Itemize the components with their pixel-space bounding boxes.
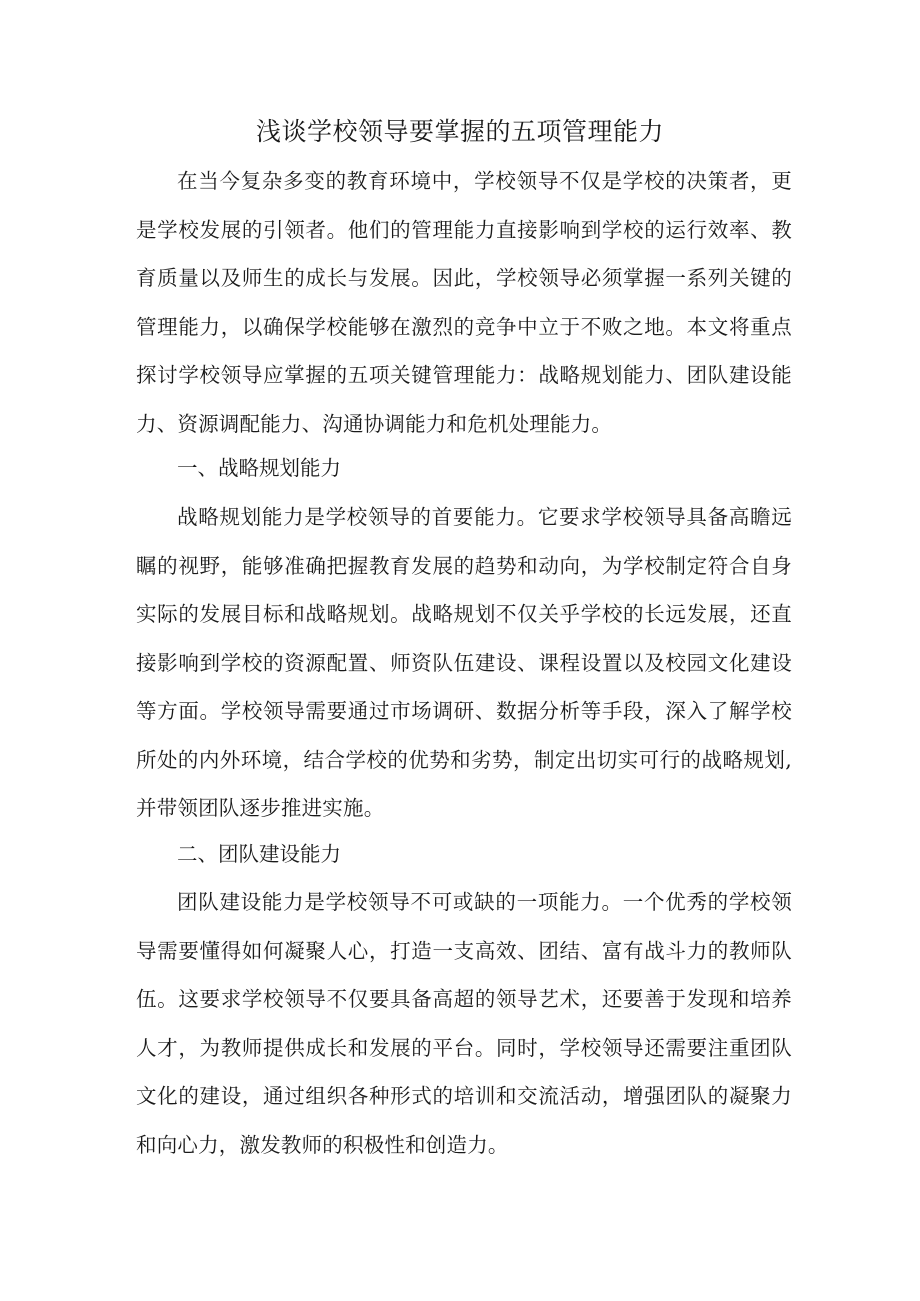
section-paragraph-team-building: 团队建设能力是学校领导不可或缺的一项能力。一个优秀的学校领导需要懂得如何凝聚人心，打造一支高效、团结、富有战斗力的教师队伍。这要求学校领导不仅要具备高超的领导艺术，还要善于发现和培养人才，为教师提供成长和发展的平台。同时，学校领导还需要注重团队文化的建设，通过组织各种形式的培训和交流活动，增强团队的凝聚力和向心力，激发教师的积极性和创造力。 xyxy=(136,890,792,1157)
section-heading-strategic-planning: 一、战略规划能力 xyxy=(177,456,341,480)
document-title: 浅谈学校领导要掌握的五项管理能力 xyxy=(255,117,664,146)
section-heading-team-building: 二、团队建设能力 xyxy=(177,842,341,866)
section-paragraph-strategic-planning: 战略规划能力是学校领导的首要能力。它要求学校领导具备高瞻远瞩的视野，能够准确把握教育发展的趋势和动向，为学校制定符合自身实际的发展目标和战略规划。战略规划不仅关乎学校的长远发展，还直接影响到学校的资源配置、师资队伍建设、课程设置以及校园文化建设等方面。学校领导需要通过市场调研、数据分析等手段，深入了解学校所处的内外环境，结合学校的优势和劣势，制定出切实可行的战略规划,并带领团队逐步推进实施。 xyxy=(136,505,792,820)
intro-paragraph: 在当今复杂多变的教育环境中，学校领导不仅是学校的决策者，更是学校发展的引领者。他们的管理能力直接影响到学校的运行效率、教育质量以及师生的成长与发展。因此，学校领导必须掌握一系列关键的管理能力，以确保学校能够在激烈的竞争中立于不败之地。本文将重点探讨学校领导应掌握的五项关键管理能力：战略规划能力、团队建设能力、资源调配能力、沟通协调能力和危机处理能力。 xyxy=(136,169,792,436)
